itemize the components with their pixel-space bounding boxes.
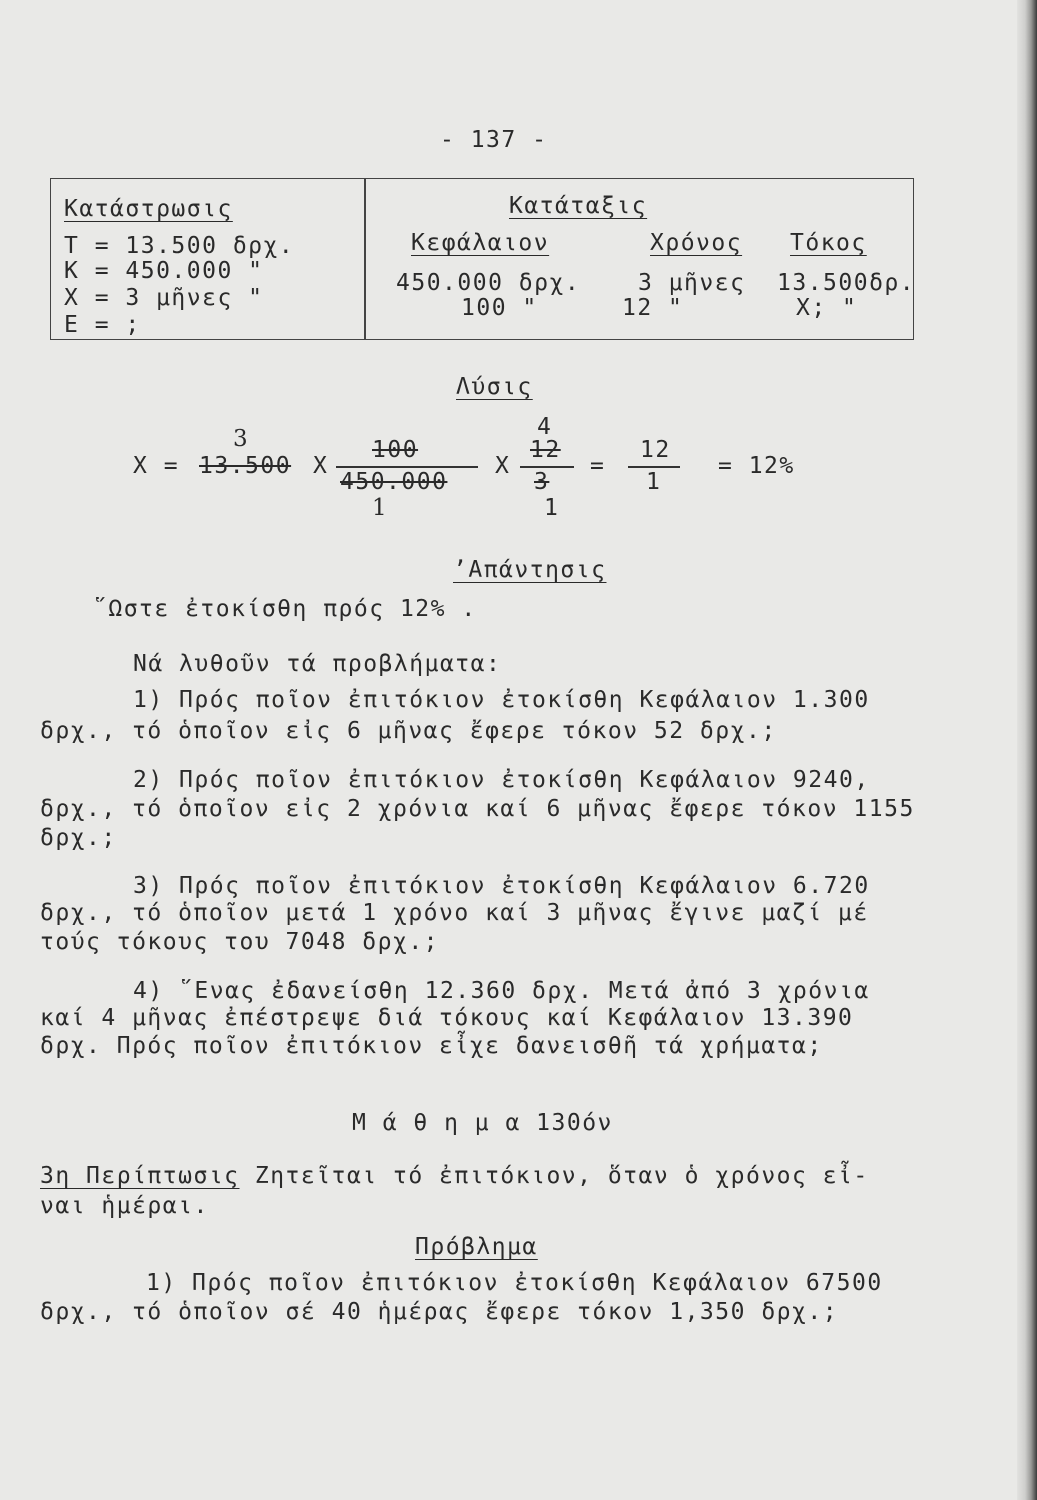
answer-heading: ʼΑπάντησις xyxy=(453,557,607,583)
table-cell: 13.500δρ. xyxy=(777,270,916,296)
problem-line: τούς τόκους του 7048 δρχ.; xyxy=(40,929,440,955)
problem-line: δρχ., τό ὁποῖον σέ 40 ἡμέρας ἔφερε τόκον 1,350 δρχ.; xyxy=(40,1299,839,1325)
problem-line: δρχ., τό ὁποῖον εἰς 6 μῆνας ἔφερε τόκον 52 δρχ.; xyxy=(40,718,777,744)
times-sign: X xyxy=(495,453,511,479)
fraction-bar xyxy=(520,466,574,468)
col-header-time: Χρόνος xyxy=(650,230,743,256)
table-cell: X; " xyxy=(796,295,858,321)
lesson-title: Μ ά θ η μ α 130όν xyxy=(352,1110,613,1136)
problem-line: δρχ., τό ὁποῖον εἰς 2 χρόνια καί 6 μῆνας ἔφερε τόκον 1155 xyxy=(40,796,915,822)
problem-line: 1) Πρός ποῖον ἐπιτόκιον ἐτοκίσθη Κεφάλαιον 67500 xyxy=(146,1270,883,1296)
fraction-numerator: 100 xyxy=(372,437,419,463)
problem-line: δρχ. Πρός ποῖον ἐπιτόκιον εἶχε δανεισθῆ τά χρήματα; xyxy=(40,1033,823,1059)
answer-text: ῞Ωστε ἐτοκίσθη πρός 12% . xyxy=(93,596,477,622)
left-header: Κατάστρωσις xyxy=(64,196,233,222)
table-cell: 450.000 δρχ. xyxy=(396,270,581,296)
fraction-bar xyxy=(628,466,680,468)
problem-heading: Πρόβλημα xyxy=(415,1234,538,1260)
right-header: Κατάταξις xyxy=(509,193,648,219)
fraction-denominator: 3 xyxy=(534,469,550,495)
problem-line: 1) Πρός ποῖον ἐπιτόκιον ἐτοκίσθη Κεφάλαιον 1.300 xyxy=(133,687,870,713)
table-cell: 12 " xyxy=(622,295,684,321)
page-edge-shadow xyxy=(1017,0,1037,1500)
solution-heading: Λύσις xyxy=(456,374,533,400)
fraction-bar xyxy=(336,466,478,468)
col-header-capital: Κεφάλαιον xyxy=(411,230,550,256)
handwritten-reduction: 3 xyxy=(233,426,250,452)
problem-line: 2) Πρός ποῖον ἐπιτόκιον ἐτοκίσθη Κεφάλαιον 9240, xyxy=(133,767,870,793)
left-row: E = ; xyxy=(64,312,141,338)
problems-intro: Νά λυθοῦν τά προβλήματα: xyxy=(133,651,502,677)
times-sign: X xyxy=(313,453,329,479)
case-line: ναι ἡμέραι. xyxy=(40,1193,209,1219)
table-divider xyxy=(364,178,366,340)
struck-number: 13.500 xyxy=(199,453,292,479)
handwritten-reduction: 1 xyxy=(544,495,560,521)
result: = 12% xyxy=(718,453,795,479)
left-row: X = 3 μῆνες " xyxy=(64,285,264,311)
problem-line: δρχ.; xyxy=(40,825,117,851)
equals-sign: = xyxy=(590,453,606,479)
col-header-interest: Τόκος xyxy=(790,230,867,256)
handwritten-reduction: 4 xyxy=(537,414,553,440)
page-number: - 137 - xyxy=(440,127,548,153)
handwritten-reduction: 1 xyxy=(372,495,389,521)
fraction-numerator: 12 xyxy=(640,437,671,463)
fraction-numerator: 12 xyxy=(530,437,561,463)
problem-line: 3) Πρός ποῖον ἐπιτόκιον ἐτοκίσθη Κεφάλαιον 6.720 xyxy=(133,873,870,899)
table-cell: 3 μῆνες xyxy=(638,270,746,296)
case-line xyxy=(40,1163,869,1189)
problem-line: δρχ., τό ὁποῖον μετά 1 χρόνο καί 3 μῆνας ἔγινε μαζί μέ xyxy=(40,900,869,926)
left-row: T = 13.500 δρχ. xyxy=(64,233,295,259)
left-row: K = 450.000 " xyxy=(64,258,264,284)
fraction-denominator: 1 xyxy=(646,469,662,495)
case-label: 3η Περίπτωσις xyxy=(40,1163,240,1189)
fraction-denominator: 450.000 xyxy=(340,469,448,495)
x-equals: X = xyxy=(133,453,180,479)
table-cell: 100 " xyxy=(461,295,538,321)
problem-line: καί 4 μῆνας ἐπέστρεψε διά τόκους καί Κεφάλαιον 13.390 xyxy=(40,1005,854,1031)
problem-line: 4) ῞Ενας ἐδανείσθη 12.360 δρχ. Μετά ἀπό 3 χρόνια xyxy=(133,978,870,1004)
case-text: Ζητεῖται τό ἐπιτόκιον, ὅταν ὁ χρόνος εἶ- xyxy=(239,1163,869,1189)
